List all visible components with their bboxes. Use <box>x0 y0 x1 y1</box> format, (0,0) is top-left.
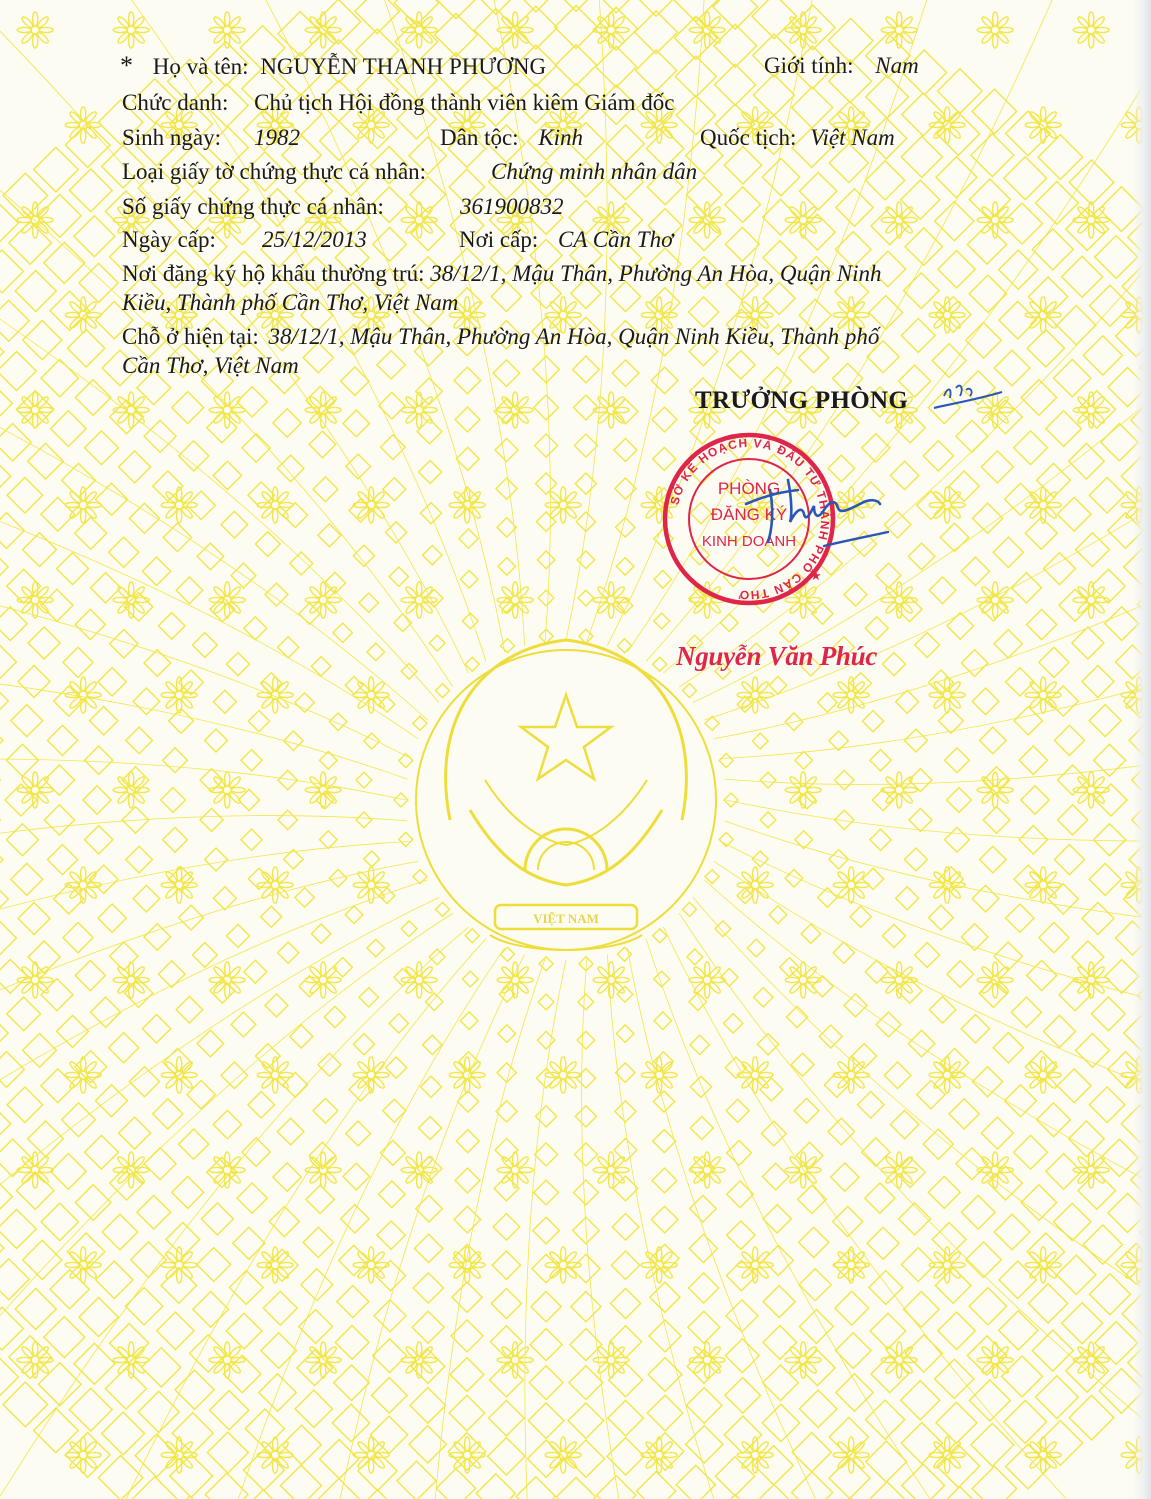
stamp-line-1: PHÒNG <box>717 479 781 498</box>
issue-date-value: 25/12/2013 <box>262 227 367 252</box>
gender-label: Giới tính: <box>764 53 854 78</box>
id-number-row <box>122 193 384 221</box>
issue-place-row <box>459 226 673 254</box>
svg-text:★: ★ <box>810 569 822 584</box>
name-label: Họ và tên: <box>152 54 249 79</box>
signature-title: TRƯỞNG PHÒNG <box>695 387 909 414</box>
nationality-value: Việt Nam <box>810 125 895 150</box>
id-number-label: Số giấy chứng thực cá nhân: <box>122 194 384 219</box>
id-type-label: Loại giấy tờ chứng thực cá nhân: <box>122 159 427 184</box>
stamp-ring-text: SỞ KẾ HOẠCH VÀ ĐẦU TƯ THÀNH PHỐ CẦN THƠ <box>667 435 833 603</box>
permanent-row <box>122 260 881 288</box>
id-number-value-wrap <box>460 193 564 221</box>
id-type-value: Chứng minh nhân dân <box>491 159 698 184</box>
permanent-label: Nơi đăng ký hộ khẩu thường trú: <box>122 261 425 286</box>
ethnicity-label: Dân tộc: <box>440 125 519 150</box>
id-type-value-wrap <box>491 158 697 186</box>
bullet-marker: * <box>120 51 133 80</box>
issue-place-value: CA Cần Thơ <box>557 227 674 252</box>
permanent-row-2 <box>122 289 458 317</box>
birth-row <box>122 124 221 152</box>
current-label: Chỗ ở hiện tại: <box>122 324 259 349</box>
issue-date-label: Ngày cấp: <box>122 227 216 252</box>
scan-edge <box>1133 0 1151 1499</box>
position-value: Chủ tịch Hội đồng thành viên kiêm Giám đốc <box>254 90 675 115</box>
current-row <box>122 323 879 351</box>
gender-value: Nam <box>875 53 919 78</box>
emblem-text: VIỆT NAM <box>533 911 599 926</box>
ethnicity-row <box>440 124 583 152</box>
name-row <box>120 52 546 81</box>
national-emblem-watermark <box>416 640 716 950</box>
permanent-value-line1: 38/12/1, Mậu Thân, Phường An Hòa, Quận Ninh <box>430 261 882 286</box>
nationality-row <box>700 124 895 152</box>
permanent-value-line2: Kiều, Thành phố Cần Thơ, Việt Nam <box>122 290 459 315</box>
issue-place-label: Nơi cấp: <box>459 227 539 252</box>
birth-value-wrap <box>254 124 300 152</box>
name-value: NGUYỄN THANH PHƯƠNG <box>260 54 547 79</box>
issue-date-value-wrap <box>262 226 367 254</box>
issue-date-row <box>122 226 216 254</box>
id-number-value: 361900832 <box>460 194 564 219</box>
birth-value: 1982 <box>254 125 300 150</box>
current-value-line1: 38/12/1, Mậu Thân, Phường An Hòa, Quận Ninh Kiều, Thành phố <box>268 324 880 349</box>
birth-label: Sinh ngày: <box>122 125 222 150</box>
stamp-line-2: ĐĂNG KÝ <box>710 505 788 524</box>
current-row-2 <box>122 352 299 380</box>
initial-signature <box>930 378 1010 418</box>
ethnicity-value: Kinh <box>538 125 584 150</box>
gender-row <box>764 52 919 80</box>
signer-name: Nguyễn Văn Phúc <box>676 641 878 671</box>
handwritten-signature <box>740 470 890 560</box>
position-row <box>122 89 674 117</box>
nationality-label: Quốc tịch: <box>700 125 797 150</box>
position-label: Chức danh: <box>122 90 229 115</box>
stamp-line-3: KINH DOANH <box>701 533 797 550</box>
current-value-line2: Cần Thơ, Việt Nam <box>122 353 299 378</box>
id-type-row <box>122 158 426 186</box>
